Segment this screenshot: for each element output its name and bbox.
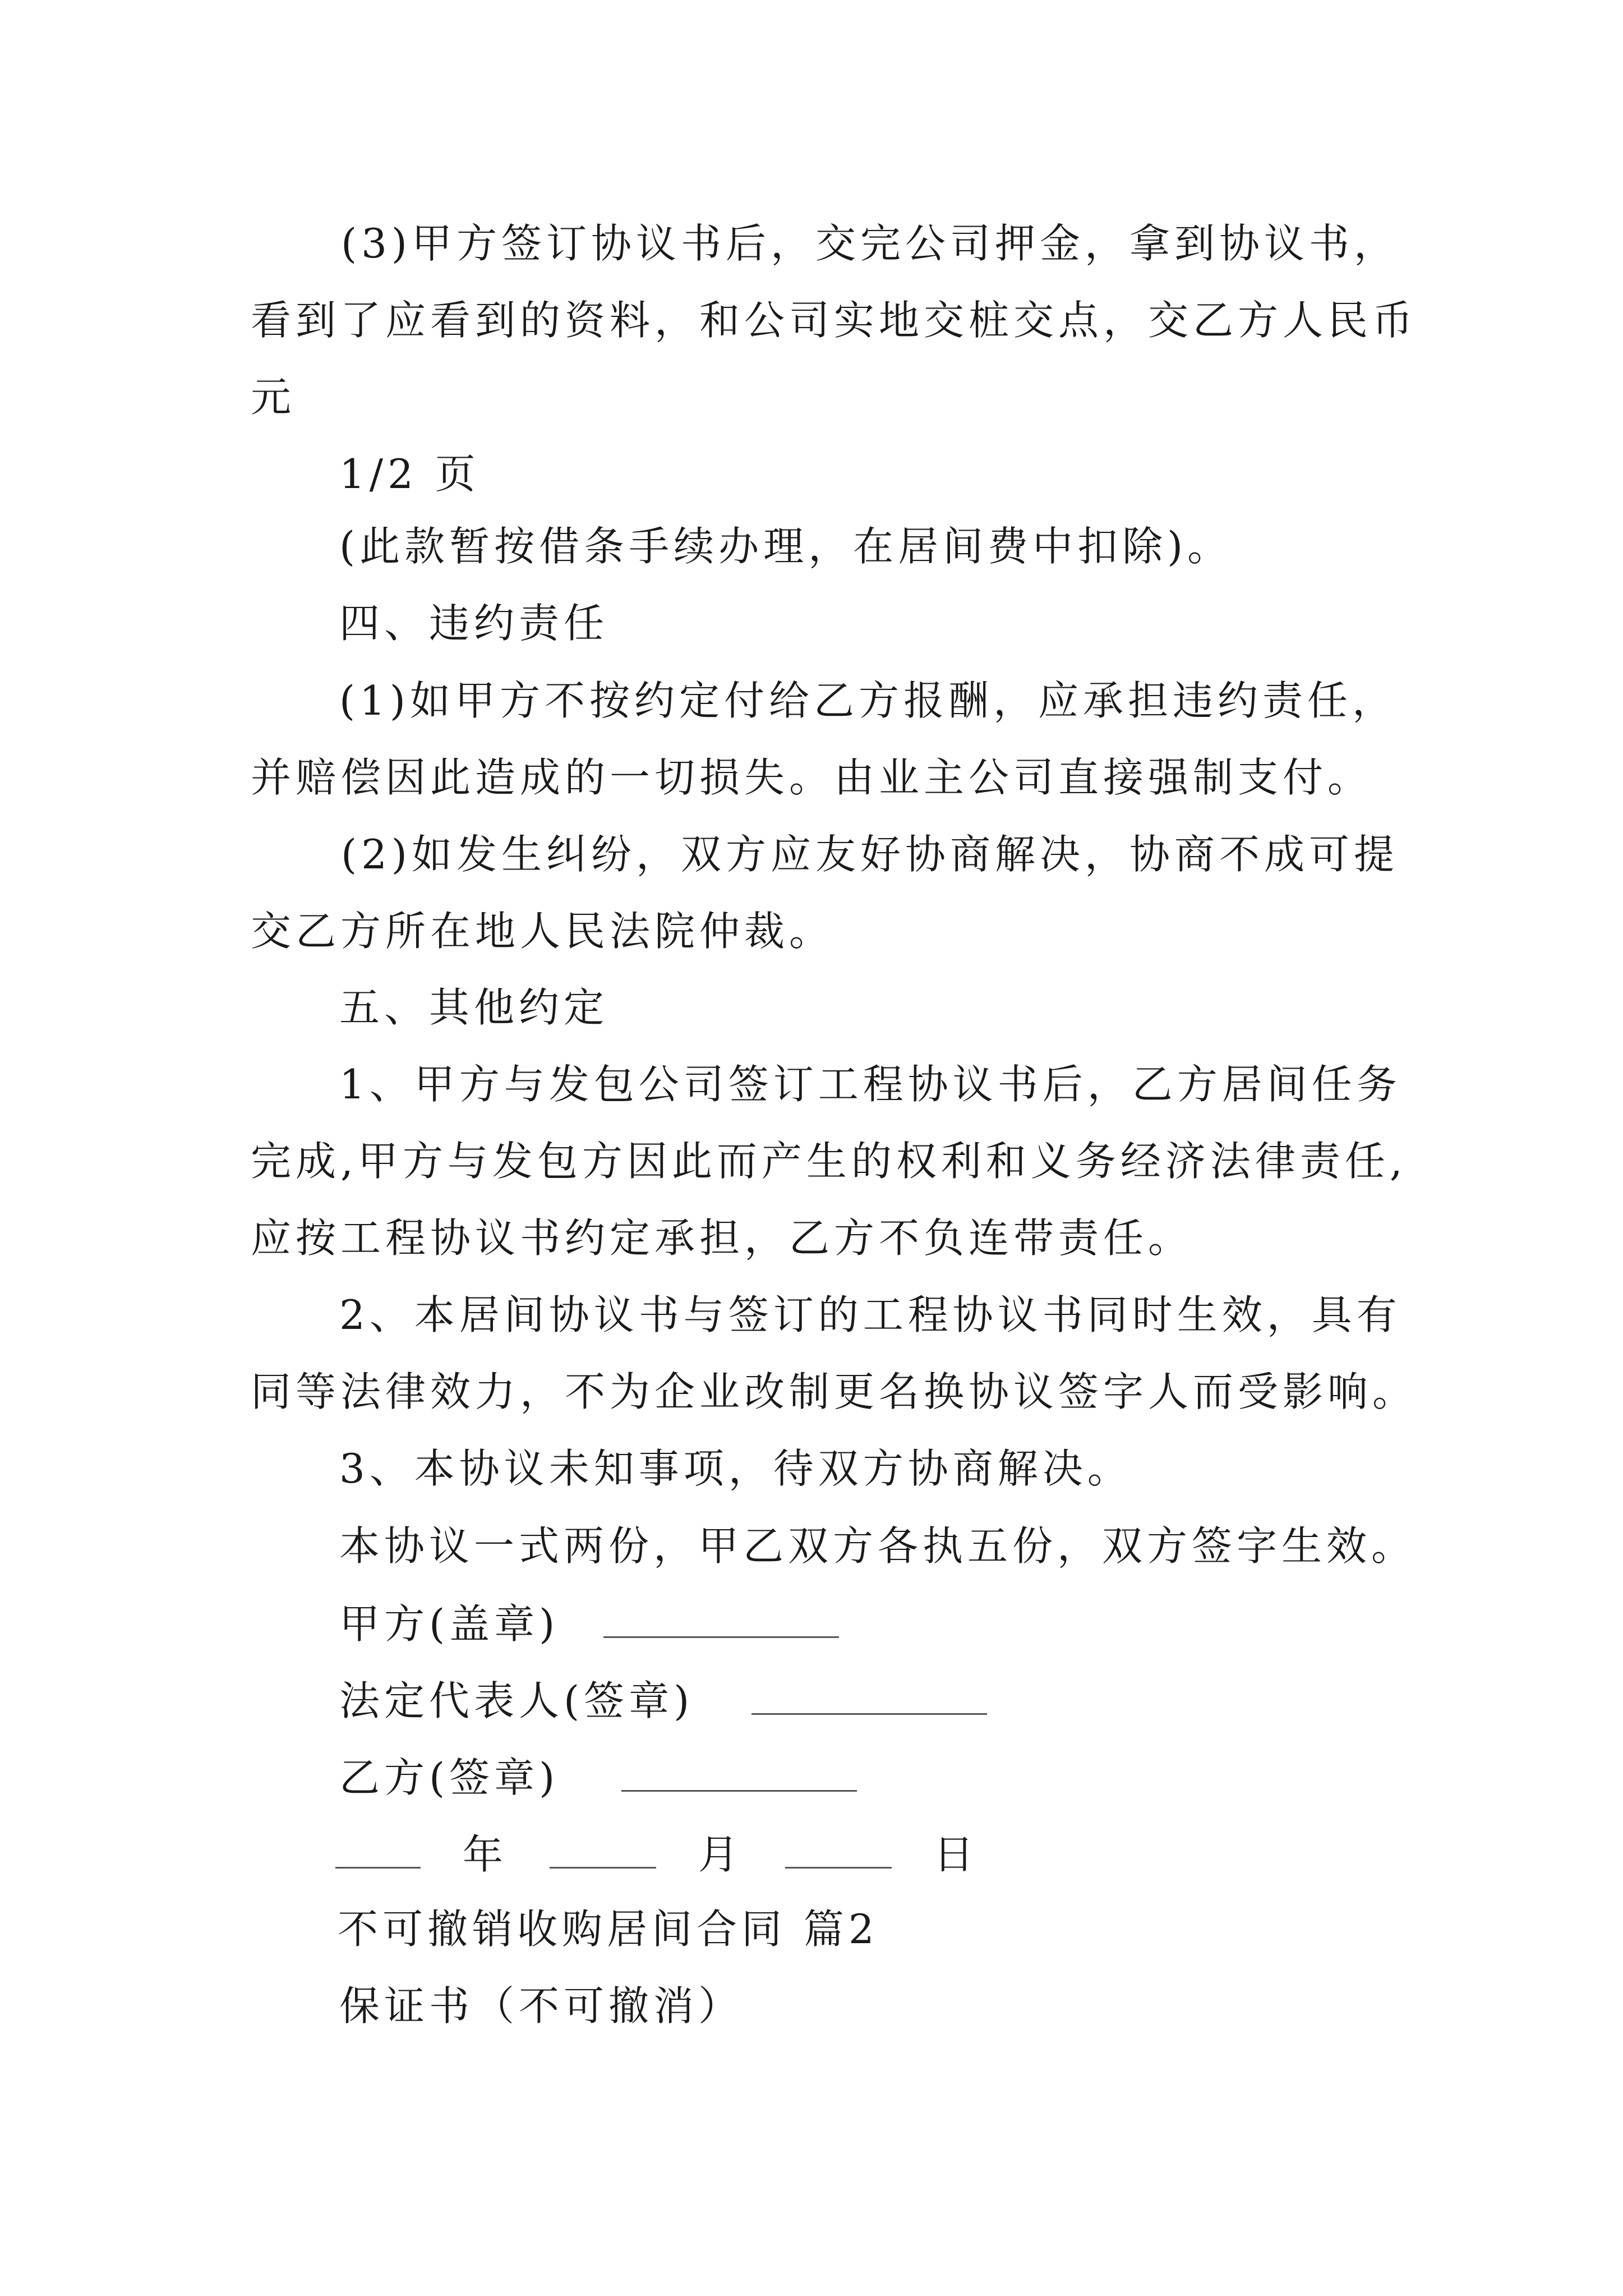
next-contract-title: 不可撤销收购居间合同 篇2 [338, 1906, 879, 1953]
guarantee-title: 保证书（不可撤消） [339, 1982, 744, 2030]
year-label: 年 [462, 1831, 508, 1878]
clause3-note: (此款暂按借条手续办理，在居间费中扣除)。 [339, 523, 1233, 570]
section5-item2-line2: 同等法律效力，不为企业改制更名换协议签字人而受影响。 [251, 1368, 1418, 1415]
section4-item1-line1: (1)如甲方不按约定付给乙方报酬，应承担违约责任， [339, 677, 1397, 724]
clause3-line2: 看到了应看到的资料，和公司实地交桩交点，交乙方人民币 [251, 297, 1418, 344]
party-b-signature-row [339, 1754, 857, 1801]
section5-item1-line3: 应按工程协议书约定承担，乙方不负连带责任。 [251, 1214, 1193, 1262]
year-blank[interactable] [335, 1832, 421, 1869]
month-label: 月 [698, 1831, 743, 1878]
clause3-line3: 元 [251, 374, 296, 421]
party-b-label: 乙方(签章) [339, 1754, 560, 1801]
legal-rep-label: 法定代表人(签章) [339, 1677, 694, 1724]
section4-heading: 四、违约责任 [339, 600, 609, 647]
copies-statement: 本协议一式两份，甲乙双方各执五份，双方签字生效。 [339, 1522, 1417, 1570]
section5-heading: 五、其他约定 [339, 984, 609, 1031]
party-a-label: 甲方(盖章) [339, 1600, 560, 1648]
section4-item2-line1: (2)如发生纠纷，双方应友好协商解决，协商不成可提 [341, 831, 1399, 878]
section4-item1-line2: 并赔偿因此造成的一切损失。由业主公司直接强制支付。 [251, 754, 1373, 801]
legal-rep-signature-blank[interactable] [751, 1678, 987, 1715]
section5-item3: 3、本协议未知事项，待双方协商解决。 [339, 1445, 1132, 1492]
party-b-signature-blank[interactable] [621, 1755, 857, 1792]
section5-item1-line1: 1、甲方与发包公司签订工程协议书后，乙方居间任务 [339, 1061, 1401, 1108]
page-number: 1/2 页 [339, 450, 480, 498]
day-label: 日 [933, 1831, 979, 1878]
month-blank[interactable] [550, 1832, 656, 1869]
legal-rep-signature-row [339, 1677, 987, 1724]
section5-item1-line2: 完成,甲方与发包方因此而产生的权利和义务经济法律责任, [251, 1138, 1407, 1185]
clause3-line1: (3)甲方签订协议书后，交完公司押金，拿到协议书， [341, 220, 1399, 267]
section4-item2-line2: 交乙方所在地人民法院仲裁。 [251, 908, 834, 955]
section5-item2-line1: 2、本居间协议书与签订的工程协议书同时生效，具有 [339, 1291, 1401, 1338]
party-a-signature-blank[interactable] [603, 1602, 839, 1638]
party-a-signature-row [339, 1600, 839, 1648]
day-blank[interactable] [785, 1832, 892, 1869]
date-row [335, 1831, 979, 1878]
